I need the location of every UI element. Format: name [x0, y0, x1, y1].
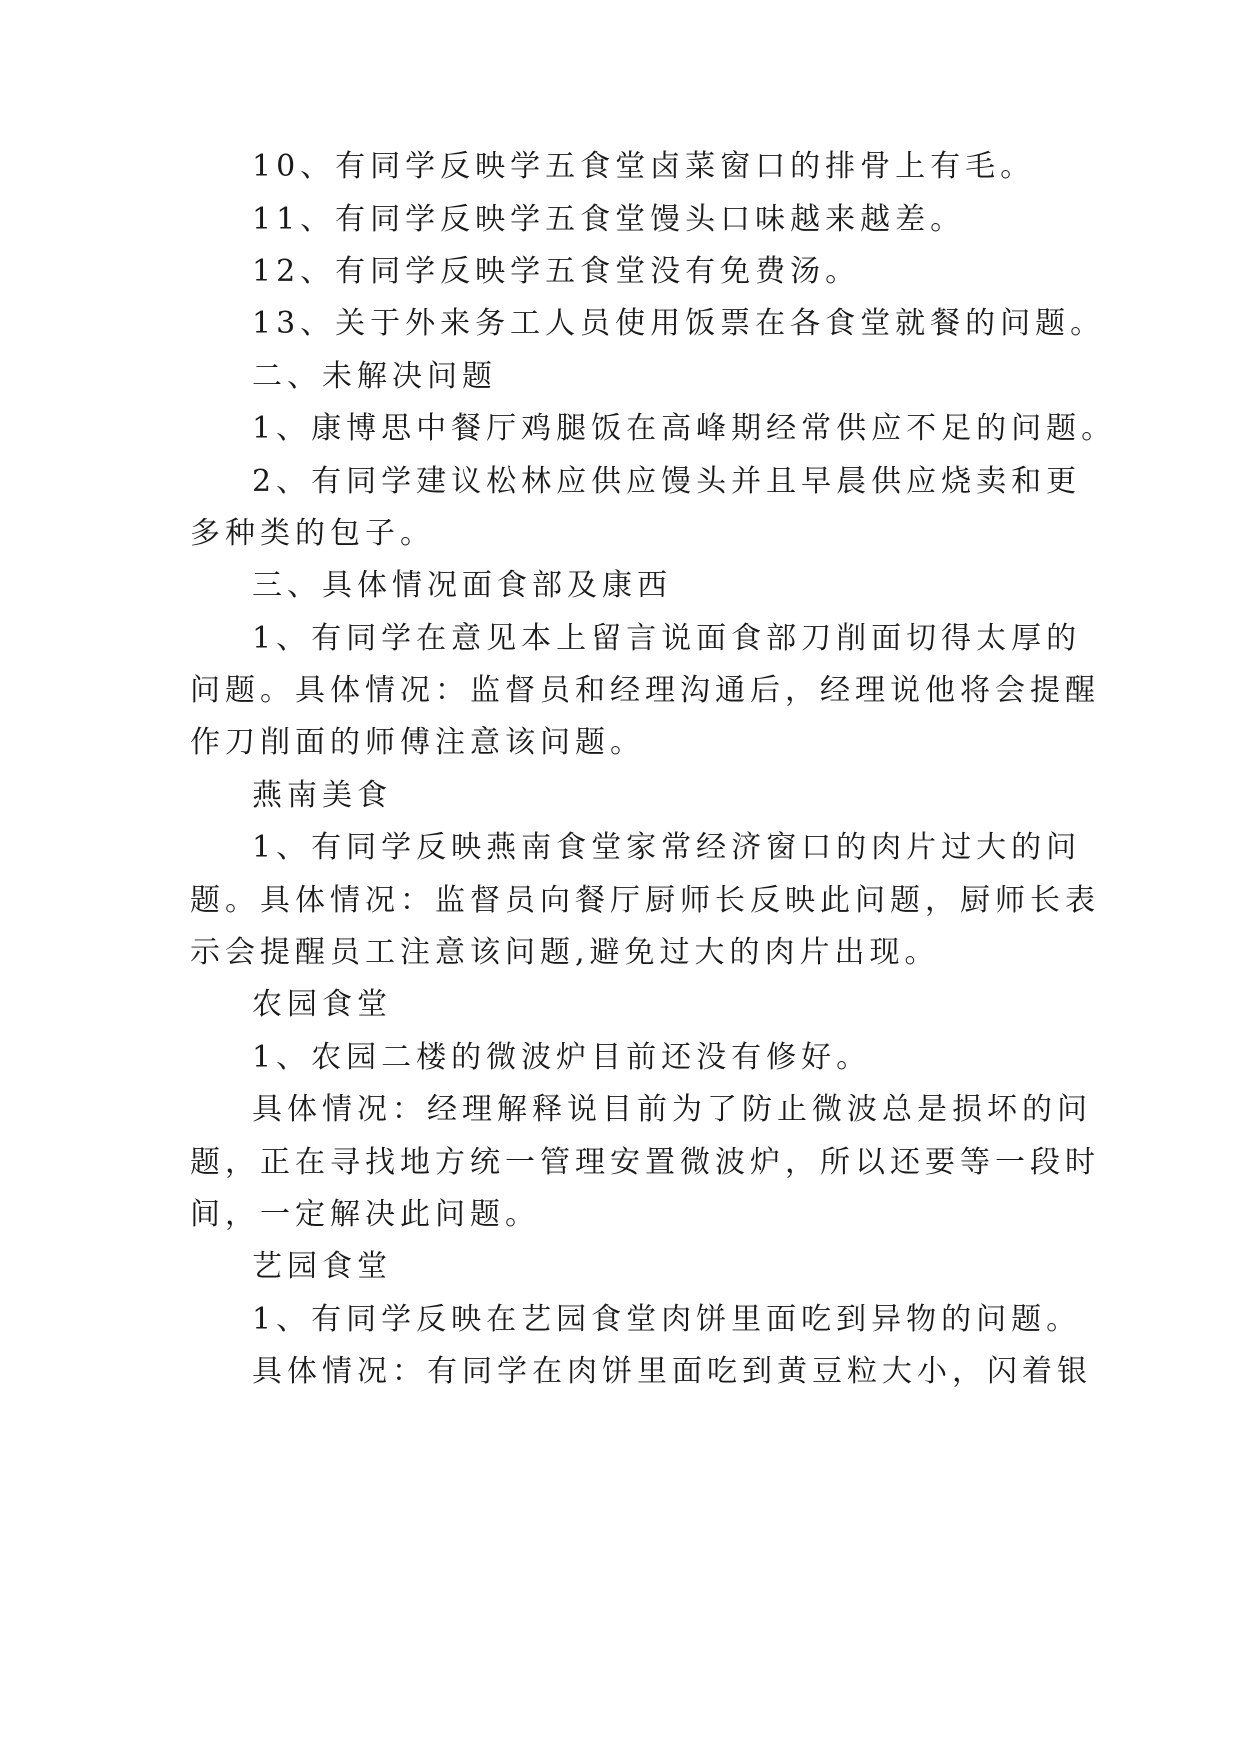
- paragraph-line: 10、有同学反映学五食堂卤菜窗口的排骨上有毛。: [252, 149, 1036, 184]
- paragraph-line: 作刀削面的师傅注意该问题。: [190, 725, 645, 760]
- paragraph-line: 多种类的包子。: [190, 516, 435, 551]
- paragraph-line: 具体情况：有同学在肉饼里面吃到黄豆粒大小，闪着银: [252, 1354, 1092, 1389]
- paragraph-line: 示会提醒员工注意该问题,避免过大的肉片出现。: [190, 935, 940, 970]
- section-heading: 二、未解决问题: [252, 359, 497, 394]
- subsection-heading: 艺园食堂: [252, 1249, 392, 1284]
- paragraph-line: 题。具体情况：监督员向餐厅厨师长反映此问题，厨师长表: [190, 883, 1100, 918]
- paragraph-line: 11、有同学反映学五食堂馒头口味越来越差。: [252, 202, 966, 237]
- paragraph-line: 1、有同学反映在艺园食堂肉饼里面吃到异物的问题。: [252, 1302, 1082, 1337]
- paragraph-line: 1、农园二楼的微波炉目前还没有修好。: [252, 1040, 872, 1075]
- paragraph-line: 1、有同学反映燕南食堂家常经济窗口的肉片过大的问: [252, 830, 1082, 865]
- paragraph-line: 题，正在寻找地方统一管理安置微波炉，所以还要等一段时: [190, 1145, 1100, 1180]
- paragraph-line: 间，一定解决此问题。: [190, 1197, 540, 1232]
- subsection-heading: 燕南美食: [252, 778, 392, 813]
- section-heading: 三、具体情况面食部及康西: [252, 568, 672, 603]
- paragraph-line: 13、关于外来务工人员使用饭票在各食堂就餐的问题。: [252, 306, 1106, 341]
- paragraph-line: 具体情况：经理解释说目前为了防止微波总是损坏的问: [252, 1092, 1092, 1127]
- paragraph-line: 12、有同学反映学五食堂没有免费汤。: [252, 254, 861, 289]
- subsection-heading: 农园食堂: [252, 987, 392, 1022]
- paragraph-line: 1、有同学在意见本上留言说面食部刀削面切得太厚的: [252, 621, 1082, 656]
- paragraph-line: 2、有同学建议松林应供应馒头并且早晨供应烧卖和更: [252, 464, 1082, 499]
- paragraph-line: 问题。具体情况：监督员和经理沟通后，经理说他将会提醒: [190, 673, 1100, 708]
- paragraph-line: 1、康博思中餐厅鸡腿饭在高峰期经常供应不足的问题。: [252, 411, 1117, 446]
